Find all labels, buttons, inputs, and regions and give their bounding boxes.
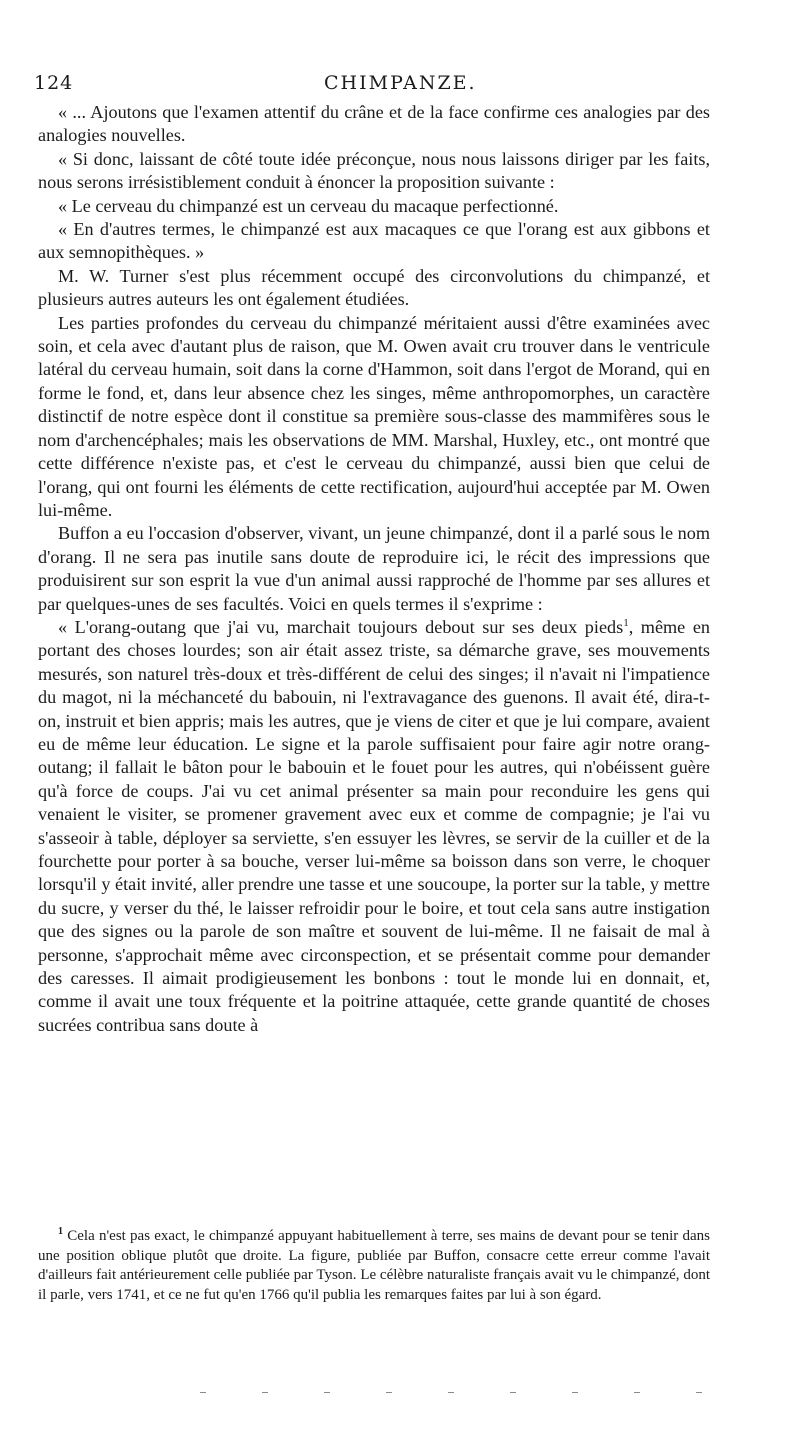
quote-start: « L'orang-outang que j'ai vu, marchait toujours debout sur ses deux pieds: [58, 616, 624, 637]
scan-specks: [200, 1392, 720, 1400]
paragraph: Buffon a eu l'occasion d'observer, vivant, un jeune chimpanzé, dont il a parlé sous le nom d'orang. Il ne sera pas inutile sans doute de reproduire ici, le récit des impressions que produisirent sur son esprit la vue d'un animal aussi rapproché de l'homme par ses allures et par quelques-unes de ses facultés. Voici en quels termes il s'exprime :: [38, 523, 710, 614]
footnote-marker: 1: [58, 1226, 63, 1237]
page-number: 124: [34, 72, 74, 94]
footnote: [38, 1227, 710, 1305]
paragraph: M. W. Turner s'est plus récemment occupé des circonvolutions du chimpanzé, et plusieurs autres auteurs les ont également étudiées.: [38, 265, 710, 310]
paragraph: « En d'autres termes, le chimpanzé est aux macaques ce que l'orang est aux gibbons et aux semnopithèques. »: [38, 219, 710, 263]
footnote-paragraph: [38, 1227, 710, 1305]
body-text: [38, 101, 710, 1037]
footnote-text: Cela n'est pas exact, le chimpanzé appuyant habituellement à terre, ses mains de devant pour se tenir dans une position oblique plutôt que droite. La figure, publiée par Buffon, consacre cette erreur comme l'avait d'ailleurs fait antérieurement celle publiée par Tyson. Le célèbre naturaliste français avait vu le chimpanzé, dont il parle, vers 1741, et ce ne fut qu'en 1766 qu'il publia les remarques faites par lui à son égard.: [38, 1228, 710, 1303]
paragraph: « Le cerveau du chimpanzé est un cerveau du macaque perfectionné.: [58, 195, 559, 216]
footnote-ref: 1: [623, 616, 629, 629]
paragraph: « Si donc, laissant de côté toute idée préconçue, nous nous laissons diriger par les faits, nous serons irrésistiblement conduit à énoncer la proposition suivante :: [38, 148, 710, 193]
paragraph: Les parties profondes du cerveau du chimpanzé méritaient aussi d'être examinées avec soin, et cela avec d'autant plus de raison, que M. Owen avait cru trouver dans le ventricule latéral du cerveau humain, soit dans la corne d'Hammon, soit dans l'ergot de Morand, qui en forme le fond, et, dans leur absence chez les singes, même anthropomorphes, un caractère distinctif de notre espèce dont il constitue sa première sous-classe des mammifères sous le nom d'archencéphales; mais les observations de MM. Marshal, Huxley, etc., ont montré que cette différence n'existe pas, et c'est le cerveau du chimpanzé, aussi bien que celui de l'orang, qui ont fourni les éléments de cette rectification, aujourd'hui acceptée par M. Owen lui-même.: [38, 312, 710, 520]
quote-rest: , même en portant des choses lourdes; son air était assez triste, sa démarche grave, ses mouvements mesurés, son naturel très-doux et très-différent de celui des singes; il n'avait ni l'impatience du magot, ni la méchanceté du babouin, ni l'extravagance des guenons. Il avait été, dira-t-on, instruit et bien appris; mais les autres, que je viens de citer et que je lui compare, avaient eu de même leur éducation. Le signe et la parole suffisaient pour faire agir notre orang-outang; il fallait le bâton pour le babouin et le fouet pour les autres, qui n'obéissent guère qu'à force de coups. J'ai vu cet animal présenter sa main pour reconduire les gens qui venaient le visiter, se promener gravement avec eux et comme de compagnie; je l'ai vu s'asseoir à table, déployer sa serviette, s'en essuyer les lèvres, se servir de la cuiller et de la fourchette pour porter à sa bouche, verser lui-même sa boisson dans son verre, le choquer lorsqu'il y était invité, aller prendre une tasse et une soucoupe, la porter sur la table, y mettre du sucre, y verser du thé, le laisser refroidir pour le boire, et tout cela sans autre instigation que des signes ou la parole de son maître et souvent de lui-même. Il ne faisait de mal à personne, s'approchait même avec circonspection, et se présentait comme pour demander des caresses. Il aimait prodigieusement les bonbons : tout le monde lui en donnait, et, comme il avait une toux fréquente et la poitrine attaquée, cette grande quantité de choses sucrées contribua sans doute à: [38, 616, 710, 1035]
buffon-quote-paragraph: [38, 616, 710, 1037]
paragraph: « ... Ajoutons que l'examen attentif du crâne et de la face confirme ces analogies par des analogies nouvelles.: [38, 102, 710, 146]
page-header: [34, 72, 724, 102]
running-title: CHIMPANZE.: [324, 72, 477, 94]
